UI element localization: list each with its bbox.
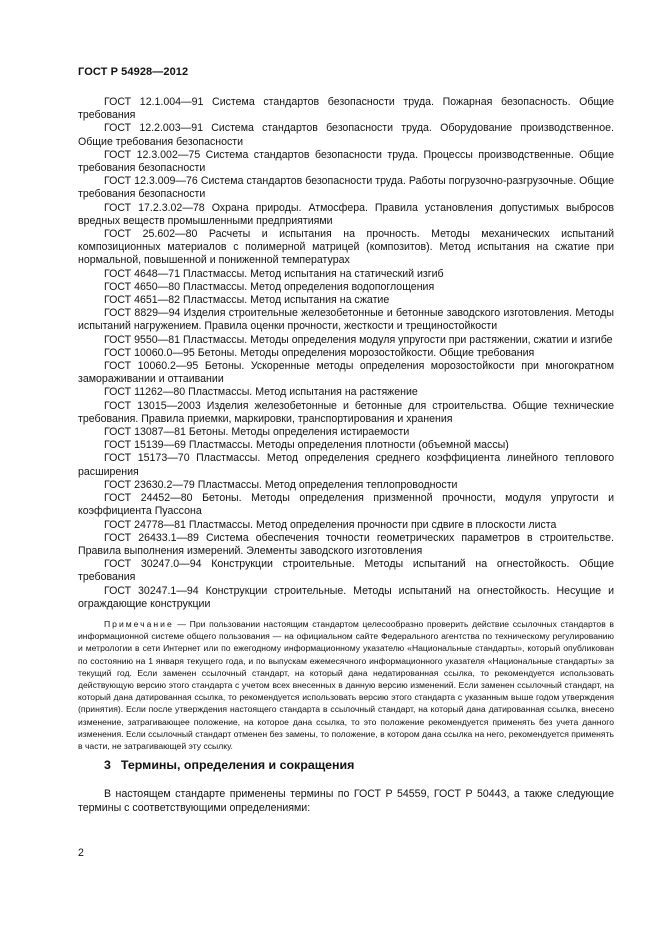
reference-item: ГОСТ 17.2.3.02—78 Охрана природы. Атмосфера. Правила установления допустимых выбросов вредных веществ промышленными предприятиями [78,201,614,227]
reference-item: ГОСТ 10060.2—95 Бетоны. Ускоренные методы определения морозостойкости при многократном замораживании и оттаивании [78,360,614,386]
page-number: 2 [78,847,84,859]
reference-item: ГОСТ 30247.0—94 Конструкции строительные. Методы испытаний на огнестойкость. Общие требования [78,558,614,584]
section-number: 3 [104,758,111,772]
reference-item: ГОСТ 30247.1—94 Конструкции строительные. Методы испытаний на огнестойкость. Несущие и ограждающие конструкции [78,584,614,610]
reference-item: ГОСТ 13015—2003 Изделия железобетонные и бетонные для строительства. Общие технические требования. Правила приемки, маркировки, транспортирования и хранения [78,399,614,425]
section-title: Термины, определения и сокращения [120,758,355,772]
note-paragraph [78,618,614,752]
reference-item: ГОСТ 12.1.004—91 Система стандартов безопасности труда. Пожарная безопасность. Общие требования [78,96,614,122]
reference-item: ГОСТ 24452—80 Бетоны. Методы определения призменной прочности, модуля упругости и коэффициента Пуассона [78,492,614,518]
reference-item: ГОСТ 4651—82 Пластмассы. Метод испытания на сжатие [104,294,390,307]
reference-item: ГОСТ 12.3.002—75 Система стандартов безопасности труда. Процессы производственные. Общие требования безопасности [78,148,614,175]
reference-item: ГОСТ 10060.0—95 Бетоны. Методы определения морозостойкости. Общие требования [104,346,535,359]
note-label: Примечание [104,619,174,629]
note-text: — При пользовании настоящим стандартом целесообразно проверить действие ссылочных стандартов в информационной системе общего пользования — на официальном сайте Федерального агентства по техническому регулированию и метрологии в сети Интернет или по ежегодному информационному указателю «Национальные стандарты», который опубликован по состоянию на 1 января текущего года, и по выпускам ежемесячного информационного указателя «Национальные стандарты» за текущий год. Если заменен ссылочный стандарт, на который дана недатированная ссылка, то рекомендуется использовать действующую версию этого стандарта с учетом всех внесенных в данную версию изменений. Если заменен ссылочный стандарт, на который дана датированная ссылка, то рекомендуется использовать версию этого стандарта с указанным выше годом утверждения (принятия). Если после утверждения настоящего стандарта в ссылочный стандарт, на который дана датированная ссылка, внесено изменение, затрагивающее положение, на которое дана ссылка, то это положение рекомендуется применять без учета данного изменения. Если ссылочный стандарт отменен без замены, то положение, в котором дана ссылка на него, рекомендуется применять в части, не затрагивающей эту ссылку. [78,619,614,752]
reference-item: ГОСТ 4650—80 Пластмассы. Метод определения водопоглощения [104,280,435,293]
reference-item: ГОСТ 11262—80 Пластмассы. Метод испытания на растяжение [104,386,418,399]
reference-item: ГОСТ 15173—70 Пластмассы. Метод определения среднего коэффициента линейного теплового расширения [78,452,614,478]
reference-item: ГОСТ 12.2.003—91 Система стандартов безопасности труда. Оборудование производственное. Общие требования безопасности [78,122,614,148]
reference-item: ГОСТ 25.602—80 Расчеты и испытания на прочность. Методы механических испытаний композиционных материалов с полимерной матрицей (композитов). Метод испытания на сжатие при нормальной, повышенной и пониженной температурах [78,228,614,267]
reference-item: ГОСТ 24778—81 Пластмассы. Метод определения прочности при сдвиге в плоскости листа [104,518,557,531]
reference-item: ГОСТ 26433.1—89 Система обеспечения точности геометрических параметров в строительстве. Правила выполнения измерений. Элементы заводского изготовления [78,531,614,557]
reference-item: ГОСТ 8829—94 Изделия строительные железобетонные и бетонные заводского изготовления. Методы испытаний нагружением. Правила оценки прочности, жесткости и трещиностойкости [78,307,614,333]
section-intro-paragraph: В настоящем стандарте применены термины по ГОСТ Р 54559, ГОСТ Р 50443, а также следующие термины с соответствующими определениями: [78,788,614,814]
reference-item: ГОСТ 4648—71 Пластмассы. Метод испытания на статический изгиб [104,267,444,280]
reference-item: ГОСТ 15139—69 Пластмассы. Методы определения плотности (объемной массы) [104,439,509,452]
document-header: ГОСТ Р 54928—2012 [78,66,189,78]
reference-item: ГОСТ 9550—81 Пластмассы. Методы определения модуля упругости при растяжении, сжатии и изгибе [104,333,613,346]
reference-item: ГОСТ 13087—81 Бетоны. Методы определения истираемости [104,426,410,439]
reference-item: ГОСТ 23630.2—79 Пластмассы. Метод определения теплопроводности [104,478,458,491]
section-heading [104,758,354,772]
normative-references-list [78,96,614,611]
reference-item: ГОСТ 12.3.009—76 Система стандартов безопасности труда. Работы погрузочно-разгрузочные. Общие требования безопасности [78,175,614,201]
